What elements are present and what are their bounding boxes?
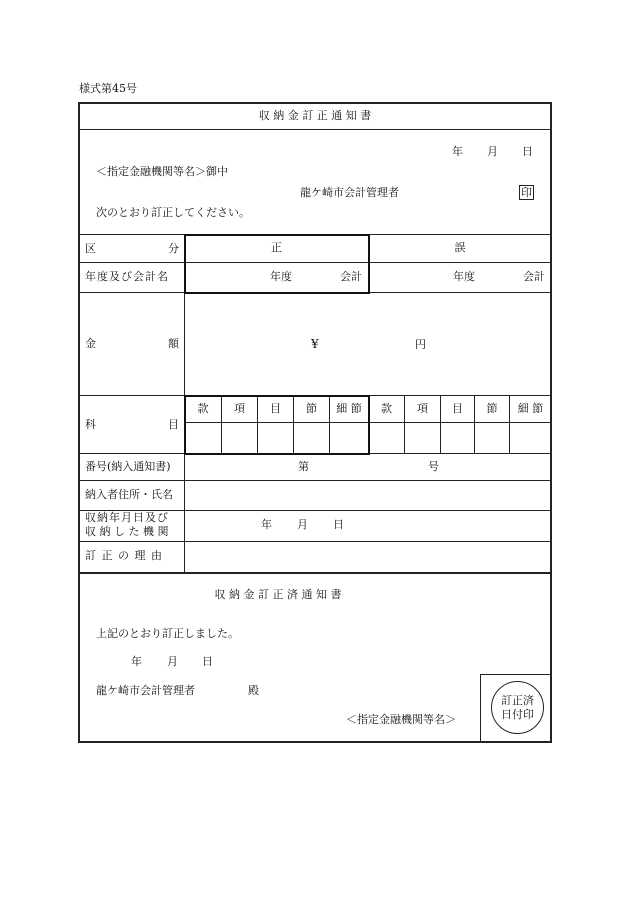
divider xyxy=(79,453,551,454)
divider xyxy=(480,674,551,675)
receipt-month: 月 xyxy=(297,518,308,531)
divider xyxy=(79,480,551,481)
stamp-line-1: 訂正済 xyxy=(501,694,534,707)
row-label-number: 番号(納入通知書) xyxy=(85,460,171,473)
yen-symbol: ¥ xyxy=(311,337,319,351)
row-label-subject xyxy=(85,396,179,453)
completion-honorific: 殿 xyxy=(248,684,259,697)
completion-body: 上記のとおり訂正しました。 xyxy=(96,627,239,640)
receipt-day: 日 xyxy=(333,518,344,531)
divider xyxy=(79,129,551,130)
date-day: 日 xyxy=(522,145,533,158)
completion-month: 月 xyxy=(167,655,178,668)
row-label-category-text: 区 分 xyxy=(85,241,179,255)
completion-recipient: 龍ケ崎市会計管理者 xyxy=(96,684,195,697)
wrong-header: 誤 xyxy=(454,241,466,254)
date-year: 年 xyxy=(452,145,463,158)
subject-col-moku: 目 xyxy=(452,402,463,415)
row-label-receipt-date-2: 収 納 し た 機 関 xyxy=(85,525,169,538)
addressee: ＜指定金融機関等名＞御中 xyxy=(96,165,228,178)
date-month: 月 xyxy=(487,145,498,158)
subject-col-saisetsu: 細 節 xyxy=(336,402,362,415)
subject-col-kou: 項 xyxy=(417,402,428,415)
row-label-reason: 訂 正 の 理 由 xyxy=(85,549,163,562)
stamp-line-2: 日付印 xyxy=(501,708,534,721)
subject-col-saisetsu: 細 節 xyxy=(517,402,544,415)
correct-account: 会計 xyxy=(340,270,362,283)
notice-body: 次のとおり訂正してください。 xyxy=(96,206,250,219)
subject-col-kan: 款 xyxy=(197,402,209,415)
notice-title: 収 納 金 訂 正 通 知 書 xyxy=(258,109,372,122)
wrong-account: 会計 xyxy=(523,270,545,283)
subject-col-moku: 目 xyxy=(270,402,281,415)
completion-day: 日 xyxy=(202,655,213,668)
subject-col-setsu: 節 xyxy=(306,402,317,415)
divider xyxy=(79,541,551,542)
completion-sender: ＜指定金融機関等名＞ xyxy=(346,713,456,726)
row-label-fiscal-year: 年度及び会計名 xyxy=(85,270,169,283)
row-label-category xyxy=(85,235,179,262)
wrong-fiscal-year: 年度 xyxy=(453,270,475,283)
divider xyxy=(79,262,551,263)
seal-mark: 印 xyxy=(521,186,532,199)
yen-unit: 円 xyxy=(415,338,426,351)
row-label-receipt-date-1: 収納年月日及び xyxy=(85,511,169,524)
row-label-amount xyxy=(85,293,179,395)
number-suffix: 号 xyxy=(428,460,439,473)
completion-year: 年 xyxy=(131,655,142,668)
divider xyxy=(79,572,551,574)
subject-col-kan: 款 xyxy=(381,402,392,415)
receipt-year: 年 xyxy=(261,518,272,531)
number-prefix: 第 xyxy=(298,460,309,473)
row-label-amount-text: 金 額 xyxy=(85,337,179,350)
row-label-payer: 納入者住所・氏名 xyxy=(85,488,173,501)
date-stamp-circle xyxy=(491,681,544,734)
subject-col-kou: 項 xyxy=(234,402,245,415)
correct-header: 正 xyxy=(271,241,282,254)
sender-title: 龍ケ崎市会計管理者 xyxy=(300,186,399,199)
completion-title: 収 納 金 訂 正 済 通 知 書 xyxy=(214,588,342,601)
row-label-subject-text: 科 目 xyxy=(85,417,179,431)
subject-col-setsu: 節 xyxy=(486,402,498,415)
correct-fiscal-year: 年度 xyxy=(270,270,292,283)
form-number: 様式第45号 xyxy=(79,82,137,95)
divider xyxy=(480,674,481,742)
